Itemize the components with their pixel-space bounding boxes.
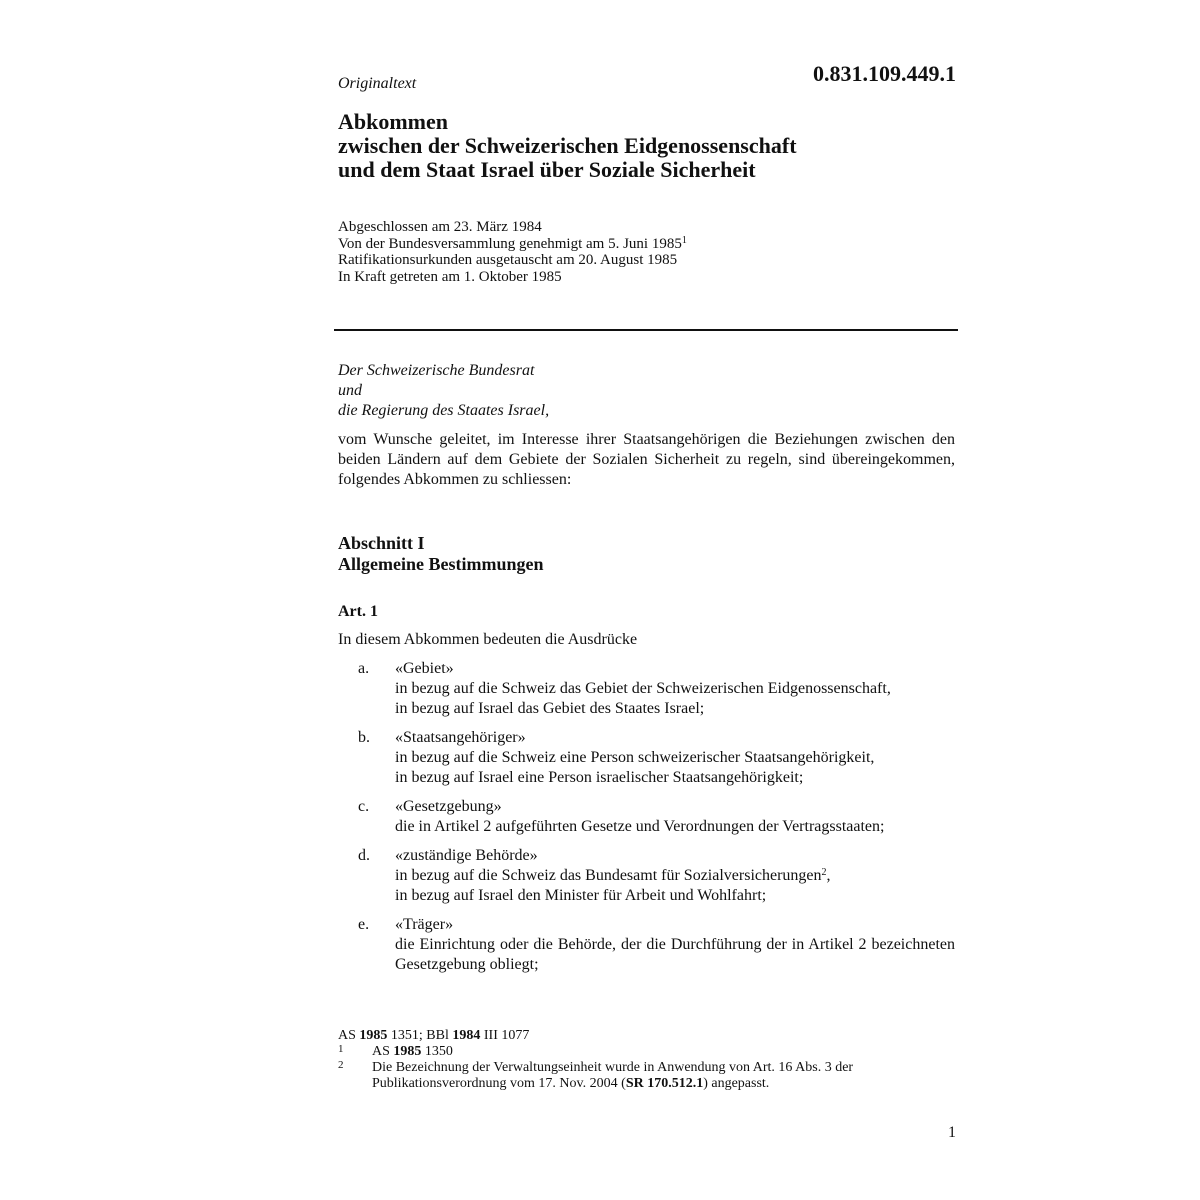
definition-item xyxy=(338,797,955,837)
original-text-label: Originaltext xyxy=(338,75,417,92)
definition-term: «Träger» xyxy=(395,916,454,933)
sr-link[interactable]: SR 170.512.1 xyxy=(625,1076,704,1091)
definition-letter: d. xyxy=(358,847,370,864)
concluded-date: Abgeschlossen am 23. März 1984 xyxy=(338,219,542,235)
definition-item xyxy=(338,915,955,975)
party-israel: die Regierung des Staates Israel, xyxy=(338,402,550,419)
preamble-parties xyxy=(338,361,549,421)
definition-text: in bezug auf Israel eine Person israelischer Staatsangehörigkeit; xyxy=(395,769,804,786)
footnote-ref-2[interactable]: 2 xyxy=(821,867,827,878)
footnote-number: 2 xyxy=(338,1059,344,1071)
definition-item xyxy=(338,846,955,906)
definition-text: die in Artikel 2 aufgeführten Gesetze und Verordnungen der Vertragsstaaten; xyxy=(395,818,885,835)
article-intro: In diesem Abkommen bedeuten die Ausdrücke xyxy=(338,631,638,648)
definition-text: in bezug auf die Schweiz das Bundesamt für Sozialversicherungen$^2$, xyxy=(395,867,831,884)
definition-item xyxy=(338,659,955,719)
definition-letter: b. xyxy=(358,729,370,746)
footnote-number: 1 xyxy=(338,1043,344,1055)
definition-letter: a. xyxy=(358,660,370,677)
definition-term: «Staatsangehöriger» xyxy=(395,729,526,746)
article-heading: Art. 1 xyxy=(338,603,378,620)
definition-term: «Gebiet» xyxy=(395,660,454,677)
preamble-text: vom Wunsche geleitet, im Interesse ihrer Staatsangehörigen die Beziehungen zwischen den beiden Ländern auf dem Gebiete der Sozialen Sicherheit zu regeln, sind übereingekommen, folgendes Abkommen zu schliessen: xyxy=(338,431,955,488)
definition-term: «Gesetzgebung» xyxy=(395,798,502,815)
party-switzerland: Der Schweizerische Bundesrat xyxy=(338,362,535,379)
definition-term: «zuständige Behörde» xyxy=(395,847,538,864)
title-line-2: zwischen der Schweizerischen Eidgenossenschaft xyxy=(338,133,797,158)
definition-text: in bezug auf die Schweiz das Gebiet der Schweizerischen Eidgenossenschaft, xyxy=(395,680,891,697)
page-number: 1 xyxy=(948,1124,956,1141)
sr-number: 0.831.109.449.1 xyxy=(813,61,956,86)
definition-list xyxy=(338,659,955,984)
footnote-1: 1 AS 1985 1350 xyxy=(338,1043,453,1059)
approved-date: Von der Bundesversammlung genehmigt am 5. Juni 1985$^1$ xyxy=(338,234,687,252)
header-divider xyxy=(334,329,958,331)
definition-letter: c. xyxy=(358,798,370,815)
title-line-3: und dem Staat Israel über Soziale Sicherheit xyxy=(338,157,756,182)
definition-letter: e. xyxy=(358,916,370,933)
party-conjunction: und xyxy=(338,382,362,399)
section-heading xyxy=(338,533,543,575)
definition-text: in bezug auf Israel das Gebiet des Staates Israel; xyxy=(395,700,705,717)
definition-text: in bezug auf Israel den Minister für Arbeit und Wohlfahrt; xyxy=(395,887,767,904)
footnote-2: 2 Die Bezeichnung der Verwaltungseinheit wurde in Anwendung von Art. 16 Abs. 3 der Publikationsverordnung vom 17. Nov. 2004 (SR 170.512.1) angepasst. xyxy=(338,1059,854,1091)
title-line-1: Abkommen xyxy=(338,109,449,134)
date-block xyxy=(338,219,687,285)
document-title xyxy=(338,110,958,182)
ratified-date: Ratifikationsurkunden ausgetauscht am 20. August 1985 xyxy=(338,252,678,268)
source-reference: AS 1985 1351; BBl 1984 III 1077 xyxy=(338,1028,530,1043)
definition-text: in bezug auf die Schweiz eine Person schweizerischer Staatsangehörigkeit, xyxy=(395,749,875,766)
footnote-ref-1[interactable]: 1 xyxy=(681,234,687,246)
footnotes xyxy=(338,1028,958,1092)
definition-text: die Einrichtung oder die Behörde, der die Durchführung der in Artikel 2 bezeichneten Gesetzgebung obliegt; xyxy=(395,936,955,973)
section-title: Allgemeine Bestimmungen xyxy=(338,554,544,574)
in-force-date: In Kraft getreten am 1. Oktober 1985 xyxy=(338,268,562,285)
section-number: Abschnitt I xyxy=(338,533,425,553)
definition-item xyxy=(338,728,955,788)
